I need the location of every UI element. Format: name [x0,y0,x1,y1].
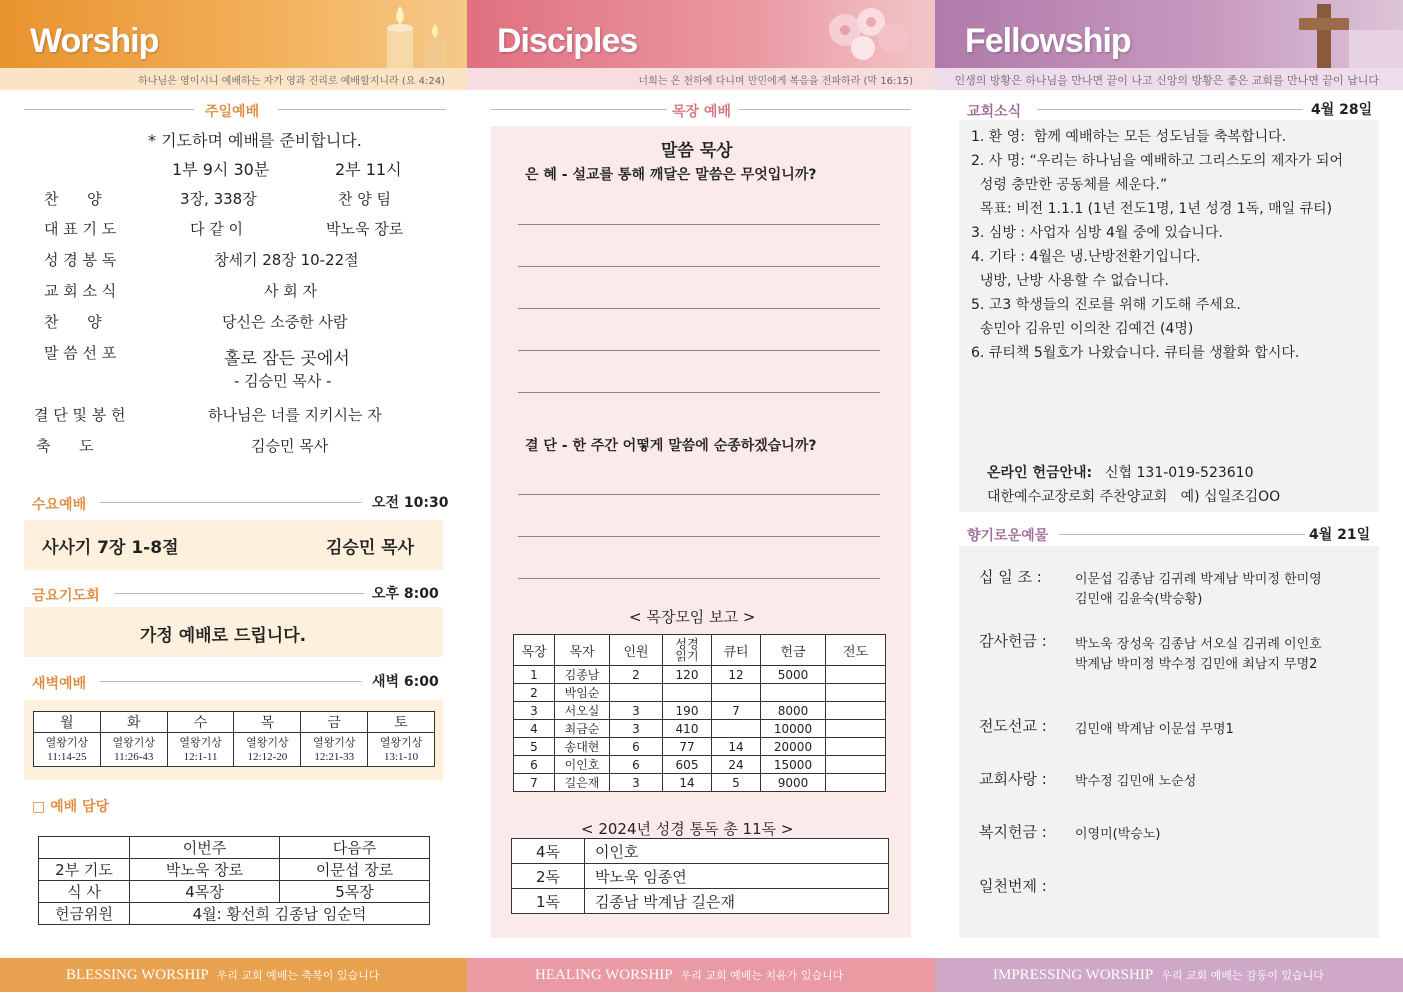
offering-title: 향기로운예물 [967,528,1049,544]
report-table [513,634,886,792]
duty-row: 2부 기도 박노욱 장로 이문섭 장로 [39,859,430,881]
disciples-footer: HEALING WORSHIP 우리 교회 예배는 치유가 있습니다 [467,958,935,992]
dawn-day: 토 [368,712,435,733]
dawn-day-row [34,712,435,733]
worship-header [0,0,467,92]
fellowship-header [935,0,1403,92]
friday-title: 금요기도회 [32,588,100,604]
order-content: 사 회 자 [264,282,318,300]
bible-reading-table [511,838,889,914]
table-row: 4독 이인호 [512,839,889,864]
order-content: 3장, 338장 [180,190,257,208]
table-row: 7 길은재 3 14 5 9000 [514,774,886,792]
news-line: 4. 기타 : 4월은 냉.난방전환기입니다. [971,249,1201,265]
news-line: 5. 고3 학생들의 진로를 위해 기도해 주세요. [971,297,1241,313]
order-label: 성 경 봉 독 [44,251,117,269]
sunday-worship-title: 주일예배 [205,104,260,120]
church-news-title: 교회소식 [967,104,1022,120]
blessing-content: 김승민 목사 [251,437,329,455]
news-line: 성령 충만한 공동체를 세운다.” [971,177,1168,193]
news-line: 목표: 비전 1.1.1 (1년 전도1명, 1년 성경 1독, 매일 큐티) [971,201,1333,217]
disciples-header-verse: 너희는 온 천하에 다니며 만민에게 복음을 전파하라 (막 16:15) [638,76,913,87]
duty-header-row: 이번주 다음주 [39,837,430,859]
offering-content: 하나님은 너를 지키시는 자 [208,406,382,424]
order-label: 찬 양 [44,313,102,331]
church-news-box [959,120,1379,512]
flower-icon [775,0,935,68]
dawn-table [33,711,435,767]
order-content: 다 같 이 [190,220,244,238]
order-content: 당신은 소중한 사람 [222,313,348,331]
dawn-ref-row [34,733,435,767]
friday-text: 가정 예배로 드립니다. [140,626,307,646]
cross-icon [1243,0,1403,68]
blessing-label: 축 도 [36,437,94,455]
offering-box: 십 일 조 : 이문섭 김종남 김귀례 박계남 박미정 한미영 김민애 김윤숙(박승황) 감사헌금 : 박노욱 장성욱 김종남 서오실 김귀례 이인호 박계남 박미정 박수정 김민애 최남지 무명2 전도선교 : 김민애 박계남 이문섭 무명1 교회사랑 : 박수정 김민애 노순성 복지헌금 : 이영미(박승노) 일천번제 : [959,546,1379,938]
dawn-ref-cell: 열왕기상 11:14-25 [34,733,101,767]
fellowship-header-verse: 인생의 방황은 하나님을 만나면 끝이 나고 신앙의 방황은 좋은 교회를 만나면 끝이 납니다 [954,74,1379,87]
online-offering-label: 온라인 헌금안내: [987,465,1093,481]
news-line: 3. 심방 : 사업자 심방 4월 중에 있습니다. [971,225,1223,241]
order-content: 창세기 28장 10-22절 [214,251,359,269]
order-label: 교 회 소 식 [44,282,117,300]
disciples-header [467,0,935,92]
duty-offering-row: 헌금위원 4월: 황선희 김종남 임순덕 [39,903,430,925]
sermon-title: 홀로 잠든 곳에서 [224,349,350,369]
disciples-header-title: Disciples [497,22,638,60]
dawn-day: 금 [301,712,368,733]
duty-table [38,836,430,925]
dawn-ref-cell: 열왕기상 13:1-10 [368,733,435,767]
table-row: 4 최금순 3 410 10000 [514,720,886,738]
decision-question: 결 단 - 한 주간 어떻게 말씀에 순종하겠습니까? [525,438,817,454]
dawn-box [24,700,443,780]
dawn-day: 월 [34,712,101,733]
worship-header-verse: 하나님은 영이시니 예배하는 자가 영과 진리로 예배할지니라 (요 4:24) [138,76,445,87]
prepare-text: * 기도하며 예배를 준비합니다. [148,131,362,150]
news-line: 1. 환 영: 함께 예배하는 모든 성도님들 축복합니다. [971,129,1287,145]
fellowship-header-title: Fellowship [965,22,1131,60]
friday-box [24,607,443,657]
order-leader: 찬 양 팀 [338,190,392,208]
dawn-day: 수 [167,712,234,733]
news-line: 2. 사 명: “우리는 하나님을 예배하고 그리스도의 제자가 되어 [971,153,1343,169]
duty-title: □ 예배 담당 [32,799,110,815]
sermon-label: 말 씀 선 포 [44,344,117,362]
worship-footer: BLESSING WORSHIP 우리 교회 예배는 축복이 있습니다 [0,958,467,992]
table-row: 1독 김종남 박계남 길은재 [512,889,889,914]
dawn-time: 새벽 6:00 [372,674,439,690]
fellowship-column [935,0,1403,992]
news-line: 냉방, 난방 사용할 수 없습니다. [971,273,1169,289]
news-line: 6. 큐티책 5월호가 나왔습니다. 큐티를 생활화 합시다. [971,345,1300,361]
offering-label: 결 단 및 봉 헌 [34,406,126,424]
duty-row: 식 사 4목장 5목장 [39,881,430,903]
wednesday-title: 수요예배 [32,497,87,513]
order-label: 대 표 기 도 [44,220,117,238]
table-row: 1 김종남 2 120 12 5000 [514,666,886,684]
table-row: 5 송대현 6 77 14 20000 [514,738,886,756]
order-leader: 박노욱 장로 [326,220,404,238]
fellowship-footer: IMPRESSING WORSHIP 우리 교회 예배는 감동이 있습니다 [935,958,1403,992]
news-line: 송민아 김유민 이의찬 김예건 (4명) [971,321,1194,337]
candle-icon [307,0,467,68]
service-time-2: 2부 11시 [335,160,402,179]
wednesday-time: 오전 10:30 [372,495,449,511]
table-row: 3 서오실 3 190 7 8000 [514,702,886,720]
friday-time: 오후 8:00 [372,586,439,602]
wednesday-passage: 사사기 7장 1-8절 [42,538,179,558]
dawn-ref-cell: 열왕기상 12:21-33 [301,733,368,767]
meditation-title: 말씀 묵상 [661,141,733,161]
dawn-ref-cell: 열왕기상 12:12-20 [234,733,301,767]
table-row: 2 박임순 [514,684,886,702]
table-row: 6 이인호 6 605 24 15000 [514,756,886,774]
table-row: 2독 박노욱 임종연 [512,864,889,889]
report-title: < 목장모임 보고 > [629,608,756,626]
dawn-day: 화 [100,712,167,733]
service-time-1: 1부 9시 30분 [172,160,270,179]
online-offering-holder: 대한예수교장로회 주찬양교회 예) 십일조김OO [987,489,1281,505]
dawn-day: 목 [234,712,301,733]
mokjang-box [491,126,911,938]
dawn-title: 새벽예배 [32,676,87,692]
grace-question: 은 혜 - 설교를 통해 깨달은 말씀은 무엇입니까? [525,167,817,183]
worship-header-title: Worship [30,22,159,60]
bible-reading-title: < 2024년 성경 통독 총 11독 > [581,820,794,838]
online-offering-account: 신협 131-019-523610 [1105,465,1254,481]
wednesday-preacher: 김승민 목사 [326,538,415,558]
offering-date: 4월 21일 [1309,527,1371,543]
worship-column [0,0,467,992]
dawn-ref-cell: 열왕기상 12:1-11 [167,733,234,767]
order-label: 찬 양 [44,190,102,208]
sermon-preacher: - 김승민 목사 - [234,372,332,390]
wednesday-box [24,520,443,570]
mokjang-title: 목장 예배 [672,104,731,120]
disciples-column [467,0,935,992]
church-news-date: 4월 28일 [1311,102,1373,118]
dawn-ref-cell: 열왕기상 11:26-43 [100,733,167,767]
report-header-row: 목장 목자 인원 성경 읽기 큐티 헌금 전도 [514,635,886,666]
